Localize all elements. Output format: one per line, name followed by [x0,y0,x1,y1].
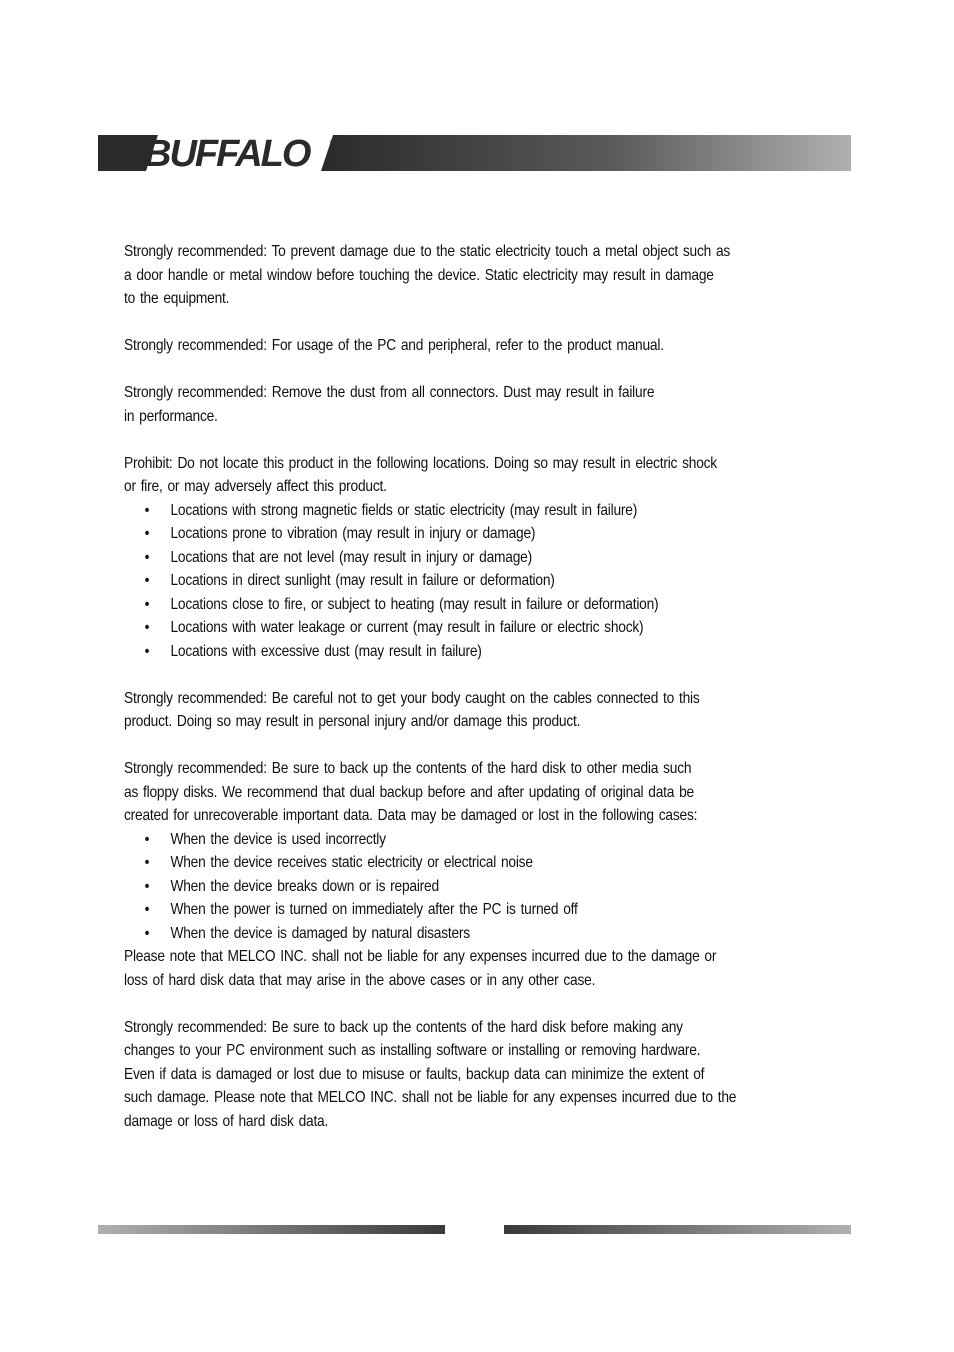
data-loss-cases-list [124,828,850,946]
list-item: • When the device is damaged by natural disasters [144,924,470,942]
paragraph-static-electricity: Strongly recommended: To prevent damage due to the static electricity touch a metal object such as a door handle or metal window before touching the device. Static electricity may result in damage to the equipment. [124,243,731,307]
list-item: • Locations with water leakage or current (may result in failure or electric shock) [144,619,644,636]
list-item: • Locations that are not level (may result in injury or damage) [144,548,532,566]
footer-bar-right [504,1225,851,1234]
logo-trademark: ® [330,140,336,147]
footer-bar-left [98,1225,445,1234]
list-item: • Locations close to fire, or subject to heating (may result in failure or deformation) [144,595,659,613]
document-body [124,240,850,1157]
buffalo-logo: BUFFALO [144,135,310,171]
paragraph-backup-media: Strongly recommended: Be sure to back up the contents of the hard disk to other media such as floppy disks. We recommend that dual backup before and after updating of original data be created for unrecoverable important data. Data may be damaged or lost in the following cases: [124,760,698,824]
list-item: • Locations prone to vibration (may result in injury or damage) [144,525,536,542]
list-item: • When the device breaks down or is repaired [144,877,439,895]
paragraph-liability-note: Please note that MELCO INC. shall not be liable for any expenses incurred due to the damage or loss of hard disk data that may arise in the above cases or in any other case. [124,948,717,989]
list-item: • Locations with excessive dust (may result in failure) [144,642,482,660]
header-banner [98,135,851,171]
list-item: • When the device receives static electricity or electrical noise [144,854,533,871]
paragraph-dust: Strongly recommended: Remove the dust from all connectors. Dust may result in failure in performance. [124,384,655,425]
list-item: • When the power is turned on immediately after the PC is turned off [144,901,578,918]
list-item: • Locations in direct sunlight (may result in failure or deformation) [144,572,555,589]
header-gradient-bar [98,135,851,171]
paragraph-backup-before-changes: Strongly recommended: Be sure to back up the contents of the hard disk before making any changes to your PC environment such as installing software or installing or removing hardware. Even if data is damaged or lost due to misuse or faults, backup data can minimize the extent of such damage. Please note that MELCO INC. shall not be liable for any expenses incurred due to the damage or loss of hard disk data. [124,1018,737,1130]
list-item: • Locations with strong magnetic fields or static electricity (may result in failure) [144,501,638,519]
paragraph-prohibit-locations: Prohibit: Do not locate this product in the following locations. Doing so may result in electric shock or fire, or may adversely affect this product. [124,454,717,495]
spacer [124,663,850,687]
prohibited-locations-list [124,499,850,664]
paragraph-cables: Strongly recommended: Be careful not to get your body caught on the cables connected to this product. Doing so may result in personal injury and/or damage this product. [124,689,700,730]
list-item: • When the device is used incorrectly [144,830,386,848]
paragraph-product-manual: Strongly recommended: For usage of the PC and peripheral, refer to the product manual. [124,337,664,354]
